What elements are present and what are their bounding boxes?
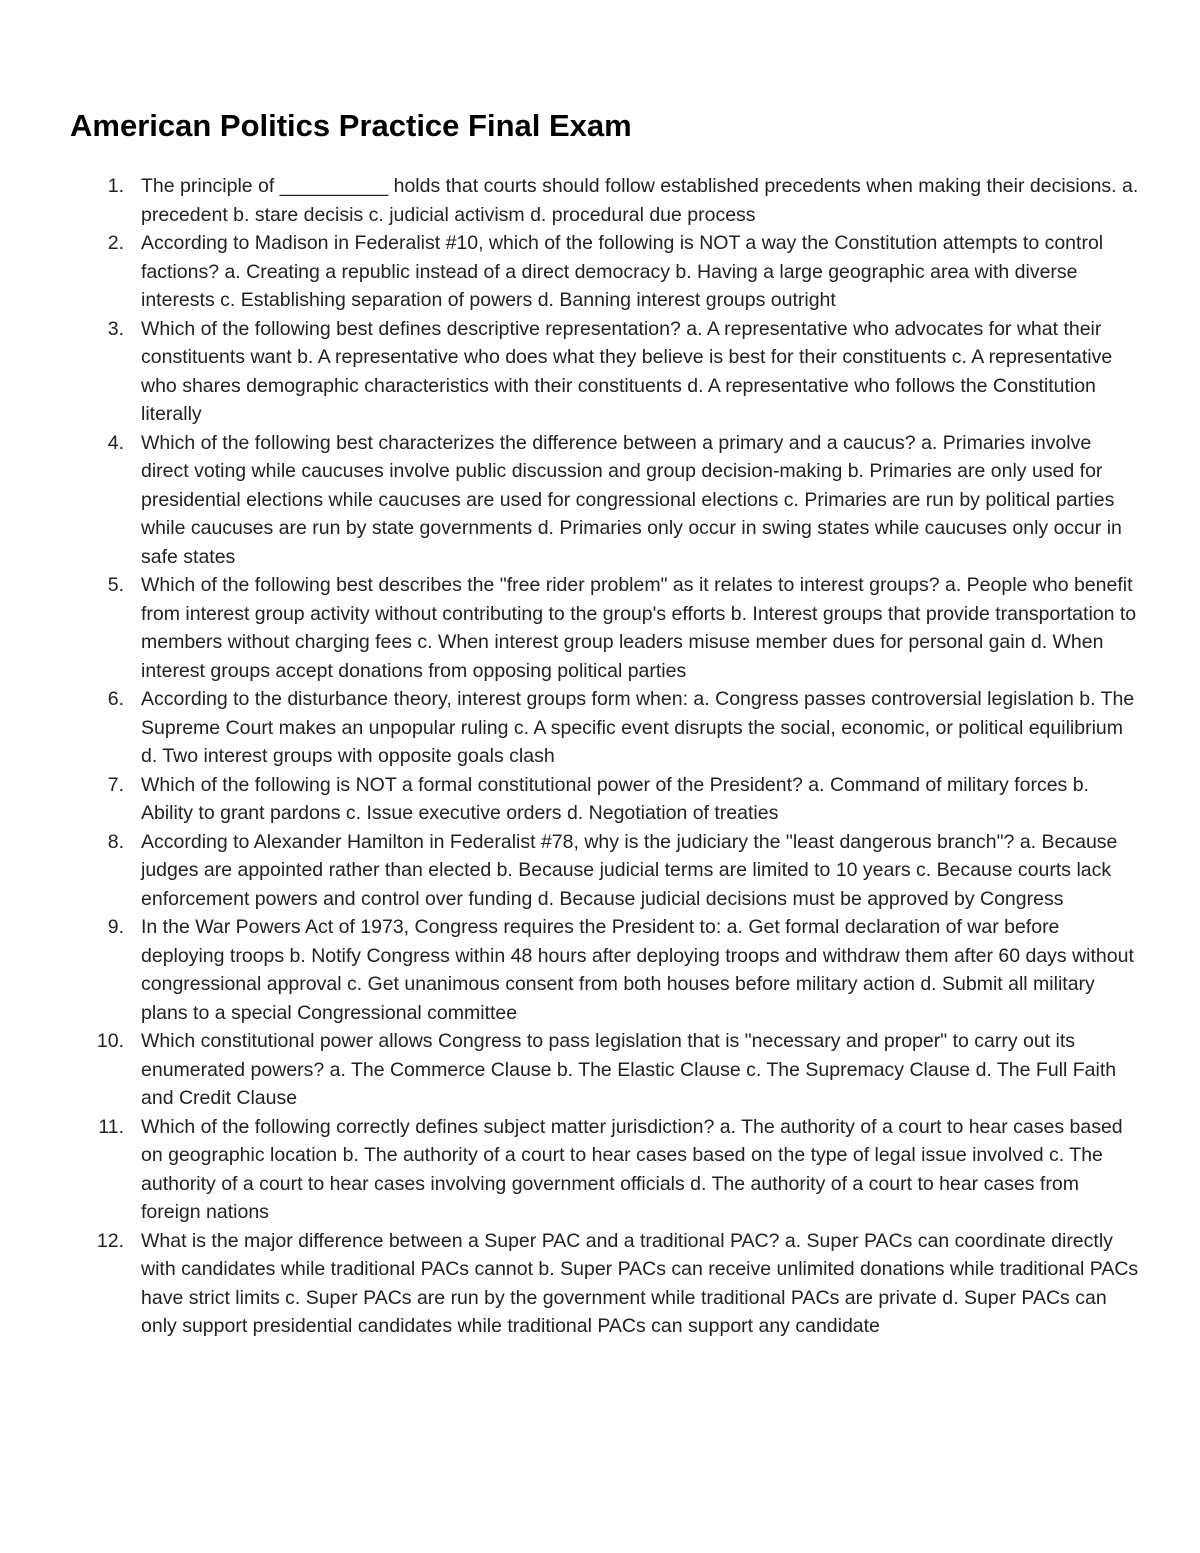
question-number: 12.	[96, 1229, 124, 1252]
question-item	[70, 1227, 1140, 1341]
question-text: Which constitutional power allows Congress to pass legislation that is "necessary and proper" to carry out its enumerated powers? a. The Commerce Clause b. The Elastic Clause c. The Supremacy Clause d. The Full Faith and Credit Clause	[141, 1030, 1117, 1109]
question-list	[70, 172, 1140, 1341]
question-item	[70, 172, 1140, 229]
question-number: 4.	[107, 431, 124, 454]
question-text: Which of the following is NOT a formal constitutional power of the President? a. Command of military forces b. Ability to grant pardons c. Issue executive orders d. Negotiation of treaties	[141, 773, 1089, 824]
question-item	[70, 229, 1140, 315]
question-number: 9.	[107, 916, 124, 938]
question-item	[70, 571, 1140, 685]
question-text: In the War Powers Act of 1973, Congress requires the President to: a. Get formal declaration of war before deploying troops b. Notify Congress within 48 hours after deploying troops and withdraw them after 60 days without congressional approval c. Get unanimous consent from both houses before military action d. Submit all military plans to a special Congressional committee	[141, 916, 1134, 1024]
question-item	[70, 1113, 1140, 1227]
question-number: 8.	[107, 830, 124, 853]
question-number: 10.	[96, 1030, 124, 1052]
question-text: Which of the following correctly defines subject matter jurisdiction? a. The authority of a court to hear cases based on geographic location b. The authority of a court to hear cases based on the type of legal issue involved c. The authority of a court to hear cases involving government officials d. The authority of a court to hear cases from foreign nations	[141, 1115, 1123, 1223]
question-item	[70, 315, 1140, 429]
question-text: Which of the following best characterizes the difference between a primary and a caucus? a. Primaries involve direct voting while caucuses involve public discussion and group decision-making b. Primaries are only used for presidential elections while caucuses are used for congressional elections c. Primaries are run by political parties while caucuses are run by state governments d. Primaries only occur in swing states while caucuses only occur in safe states	[141, 431, 1122, 568]
question-item	[70, 685, 1140, 771]
question-number: 2.	[107, 232, 124, 254]
question-item	[70, 828, 1140, 914]
question-item	[70, 429, 1140, 572]
question-item	[70, 1027, 1140, 1113]
question-item	[70, 771, 1140, 828]
question-text: According to the disturbance theory, interest groups form when: a. Congress passes controversial legislation b. The Supreme Court makes an unpopular ruling c. A specific event disrupts the social, economic, or political equilibrium d. Two interest groups with opposite goals clash	[141, 688, 1135, 767]
question-text: The principle of __________ holds that courts should follow established precedents when making their decisions. a. precedent b. stare decisis c. judicial activism d. procedural due process	[141, 175, 1139, 226]
question-number: 11.	[98, 1115, 124, 1138]
question-text: Which of the following best describes the "free rider problem" as it relates to interest groups? a. People who benefit from interest group activity without contributing to the group's efforts b. Interest groups that provide transportation to members without charging fees c. When interest group leaders misuse member dues for personal gain d. When interest groups accept donations from opposing political parties	[141, 574, 1137, 682]
question-number: 1.	[107, 175, 124, 197]
document-title: American Politics Practice Final Exam	[70, 108, 632, 143]
question-item	[70, 913, 1140, 1027]
question-text: According to Madison in Federalist #10, which of the following is NOT a way the Constitution attempts to control factions? a. Creating a republic instead of a direct democracy b. Having a large geographic area with diverse interests c. Establishing separation of powers d. Banning interest groups outright	[141, 232, 1104, 311]
question-text: What is the major difference between a Super PAC and a traditional PAC? a. Super PACs can coordinate directly with candidates while traditional PACs cannot b. Super PACs can receive unlimited donations while traditional PACs have strict limits c. Super PACs are run by the government while traditional PACs are private d. Super PACs can only support presidential candidates while traditional PACs can support any candidate	[141, 1229, 1139, 1337]
question-text: According to Alexander Hamilton in Federalist #78, why is the judiciary the "least dangerous branch"? a. Because judges are appointed rather than elected b. Because judicial terms are limited to 10 years c. Because courts lack enforcement powers and control over funding d. Because judicial decisions must be approved by Congress	[141, 830, 1118, 910]
question-text: Which of the following best defines descriptive representation? a. A representative who advocates for what their constituents want b. A representative who does what they believe is best for their constituents c. A representative who shares demographic characteristics with their constituents d. A representative who follows the Constitution literally	[141, 317, 1113, 425]
question-number: 7.	[107, 773, 124, 796]
question-number: 3.	[107, 317, 124, 340]
question-number: 6.	[107, 688, 124, 710]
question-number: 5.	[107, 574, 124, 596]
